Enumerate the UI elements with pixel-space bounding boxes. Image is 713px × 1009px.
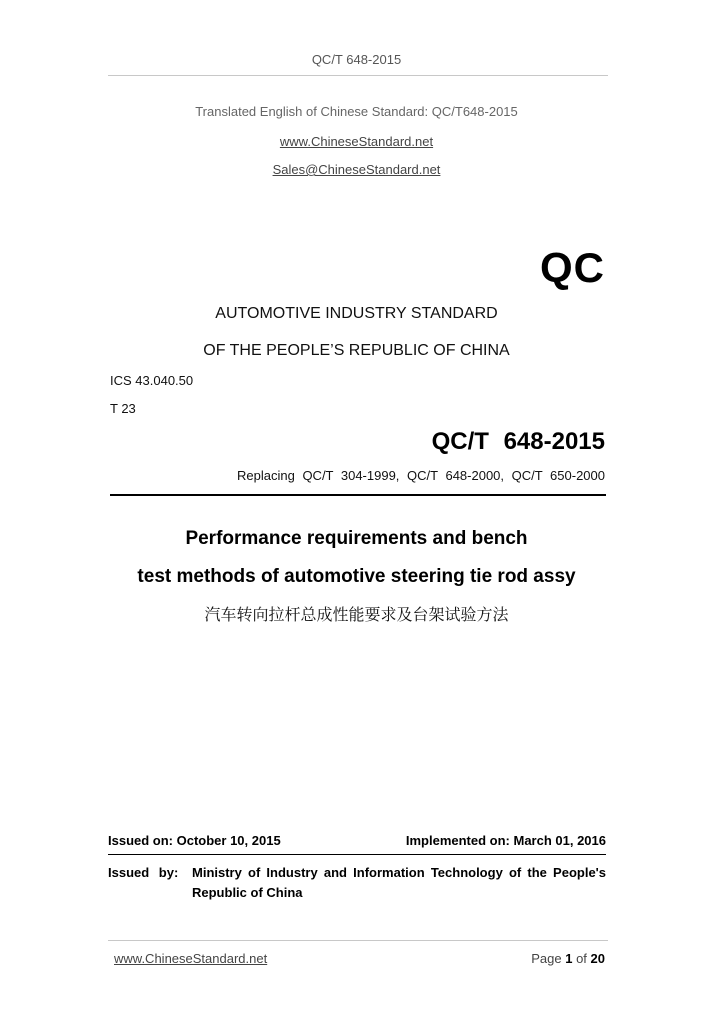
email-link-row (0, 161, 713, 179)
issue-dates-row (108, 833, 606, 848)
page-label: Page (531, 951, 562, 966)
issued-by-label: Issued by: (108, 865, 179, 880)
header-standard-code: QC/T 648-2015 (311, 52, 402, 67)
issue-divider (108, 854, 606, 855)
ics-code: ICS 43.040.50 (110, 373, 194, 388)
title-divider (110, 494, 606, 496)
chinese-title: 汽车转向拉杆总成性能要求及台架试验方法 (204, 605, 509, 624)
page-current: 1 (565, 951, 573, 966)
issued-on: Issued on: October 10, 2015 (108, 833, 281, 848)
title-line2: test methods of automotive steering tie rod assy (137, 566, 576, 587)
translated-notice: Translated English of Chinese Standard: QC/T648-2015 (195, 104, 518, 119)
standard-category-line2: OF THE PEOPLE’S REPUBLIC OF CHINA (203, 342, 510, 359)
footer-divider (108, 940, 608, 941)
issued-by-text: Ministry of Industry and Information Technology of the People's Republic of China (192, 865, 606, 900)
standard-category-line1: AUTOMOTIVE INDUSTRY STANDARD (215, 305, 498, 322)
page-of: of (576, 951, 587, 966)
standard-mark: QC (540, 244, 605, 291)
website-link-row (0, 133, 713, 151)
page-indicator (531, 951, 605, 966)
classification-code: T 23 (110, 401, 136, 416)
page-total: 20 (590, 951, 605, 966)
website-link[interactable]: www.ChineseStandard.net (279, 134, 434, 149)
replacing-standards: Replacing QC/T 304-1999, QC/T 648-2000, QC/T 650-2000 (237, 468, 605, 483)
footer-website-link[interactable]: www.ChineseStandard.net (114, 951, 268, 966)
email-link[interactable]: Sales@ChineseStandard.net (272, 162, 441, 177)
implemented-on: Implemented on: March 01, 2016 (405, 833, 606, 848)
title-line1: Performance requirements and bench (185, 528, 528, 549)
header-divider (108, 75, 608, 76)
standard-number: QC/T 648-2015 (431, 428, 605, 455)
